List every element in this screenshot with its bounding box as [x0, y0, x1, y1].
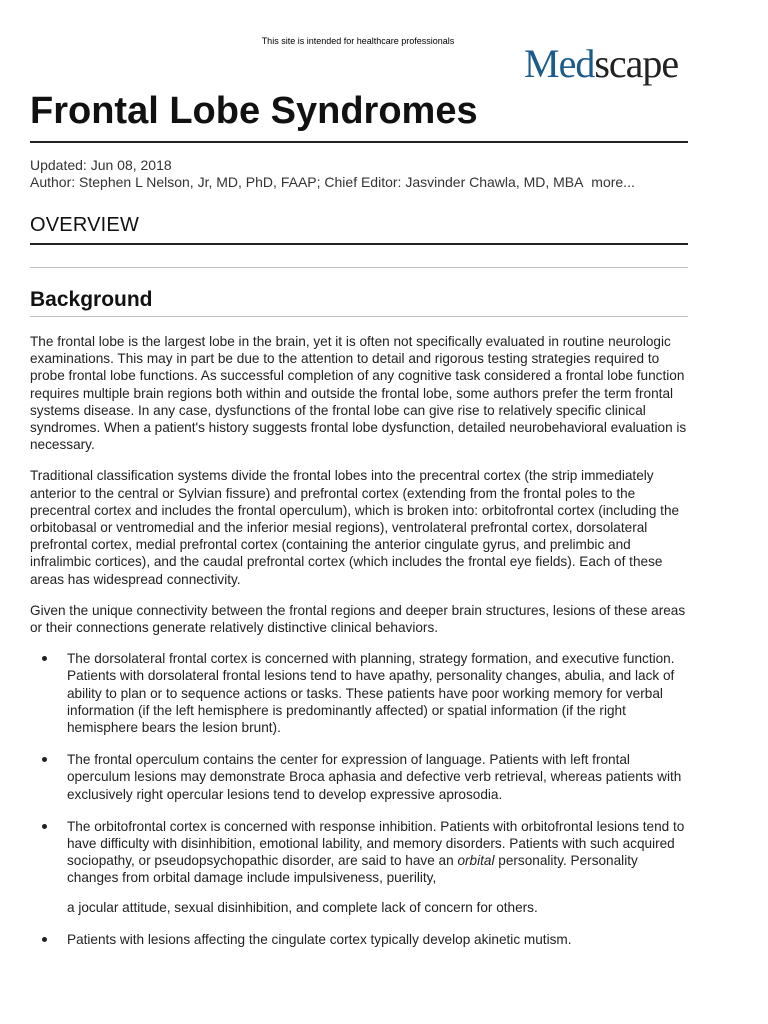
paragraph: The frontal lobe is the largest lobe in the brain, yet it is often not specifically evaluated in routine neurologic examinations. This may in part be due to the attention to detail and rigorous testing strategies required to probe frontal lobe functions. As successful completion of any cognitive task considered a frontal lobe function requires multiple brain regions both within and outside the frontal lobe, some authors prefer the term frontal systems disease. In any case, dysfunctions of the frontal lobe can give rise to relatively specific clinical syndromes. When a patient's history suggests frontal lobe dysfunction, detailed neurobehavioral evaluation is necessary. — [30, 334, 687, 453]
background-heading: Background — [30, 288, 153, 311]
medscape-logo[interactable]: Medscape — [524, 41, 679, 86]
section-heading-overview: OVERVIEW — [30, 214, 140, 236]
list-item: The dorsolateral frontal cortex is concerned with planning, strategy formation, and executive function. Patients with dorsolateral frontal lesions tend to have apathy, personality changes, abulia, and lack of ability to plan or to sequence actions or tasks. These patients have poor working memory for verbal information (if the left hemisphere is predominantly affected) or spatial information (if the right hemisphere bears the lesion brunt). — [67, 650, 690, 736]
author-line: Author: Stephen L Nelson, Jr, MD, PhD, FAAP; Chief Editor: Jasvinder Chawla, MD, MBA more... — [30, 174, 635, 190]
section-subdivider — [30, 267, 688, 268]
bullet-icon — [42, 656, 47, 661]
more-link[interactable]: more... — [591, 174, 635, 190]
list-item: Patients with lesions affecting the cingulate cortex typically develop akinetic mutism. — [67, 931, 690, 948]
updated-date: Updated: Jun 08, 2018 — [30, 157, 172, 173]
article-body — [30, 333, 690, 963]
title-divider — [30, 141, 688, 143]
bullet-icon — [42, 937, 47, 942]
bullet-list — [30, 650, 690, 948]
article-meta — [30, 157, 635, 191]
page-title: Frontal Lobe Syndromes — [30, 90, 478, 132]
section-divider — [30, 243, 688, 245]
bullet-icon — [42, 757, 47, 762]
background-divider — [30, 316, 688, 317]
site-notice: This site is intended for healthcare professionals — [261, 36, 455, 46]
bullet-icon — [42, 824, 47, 829]
paragraph: Given the unique connectivity between the frontal regions and deeper brain structures, lesions of these areas or their connections generate relatively distinctive clinical behaviors. — [30, 602, 686, 636]
paragraph: Traditional classification systems divide the frontal lobes into the precentral cortex (the strip immediately anterior to the central or Sylvian fissure) and prefrontal cortex (extending from the frontal poles to the precentral cortex and includes the frontal operculum), which is broken into: orbitofrontal cortex (including the orbitobasal or ventromedial and the inferior mesial regions), ventrolateral prefrontal cortex, dorsolateral prefrontal cortex, medial prefrontal cortex (containing the anterior cingulate gyrus, and prelimbic and infralimbic cortices), and the caudal prefrontal cortex (which includes the frontal eye fields). Each of these areas has widespread connectivity. — [30, 468, 680, 587]
list-item: The frontal operculum contains the center for expression of language. Patients with left frontal operculum lesions may demonstrate Broca aphasia and defective verb retrieval, whereas patients with exclusively right opercular lesions tend to develop expressive aprosodia. — [67, 751, 690, 803]
list-item: The orbitofrontal cortex is concerned with response inhibition. Patients with orbitofrontal lesions tend to have difficulty with disinhibition, emotional lability, and memory disorders. Patients with such acquired sociopathy, or pseudopsychopathic disorder, are said to have an orbital personality. Personality changes from orbital damage include impulsiveness, puerility, a jocular attitude, sexual disinhibition, and complete lack of concern for others. — [67, 818, 690, 916]
